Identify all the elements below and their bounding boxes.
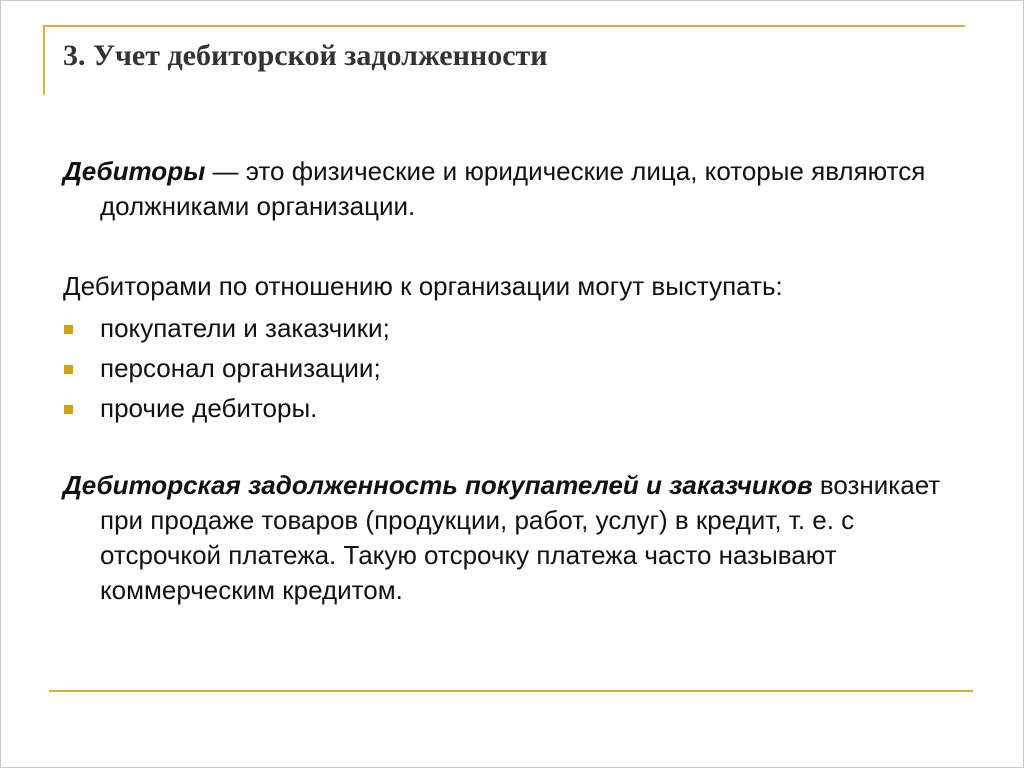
square-bullet-icon bbox=[64, 365, 73, 374]
slide-body bbox=[63, 154, 963, 608]
square-bullet-icon bbox=[64, 405, 73, 414]
debtors-intro: Дебиторами по отношению к организации могут выступать: bbox=[63, 271, 783, 301]
list-item bbox=[63, 351, 963, 391]
receivables-term: Дебиторская задолженность покупателей и заказчиков bbox=[63, 470, 813, 500]
list-item-label: персонал организации; bbox=[100, 353, 381, 383]
top-accent-line bbox=[43, 25, 965, 27]
bottom-accent-line bbox=[49, 690, 973, 692]
list-item bbox=[63, 391, 963, 431]
list-item bbox=[63, 311, 963, 351]
list-item-label: покупатели и заказчики; bbox=[100, 313, 390, 343]
slide-title: 3. Учет дебиторской задолженности bbox=[63, 39, 548, 72]
square-bullet-icon bbox=[64, 325, 73, 334]
left-accent-line bbox=[43, 25, 45, 95]
definition-paragraph bbox=[63, 154, 963, 224]
receivables-text: возникает при продаже товаров (продукции, работ, услуг) в кредит, т. е. с отсрочкой платежа. Такую отсрочку платежа часто называют коммерческим кредитом. bbox=[100, 470, 941, 605]
definition-text: — это физические и юридические лица, которые являются должниками организации. bbox=[100, 156, 926, 221]
receivables-paragraph bbox=[63, 468, 963, 608]
definition-term: Дебиторы bbox=[63, 156, 206, 186]
debtors-list bbox=[63, 311, 963, 431]
list-item-label: прочие дебиторы. bbox=[100, 393, 318, 423]
